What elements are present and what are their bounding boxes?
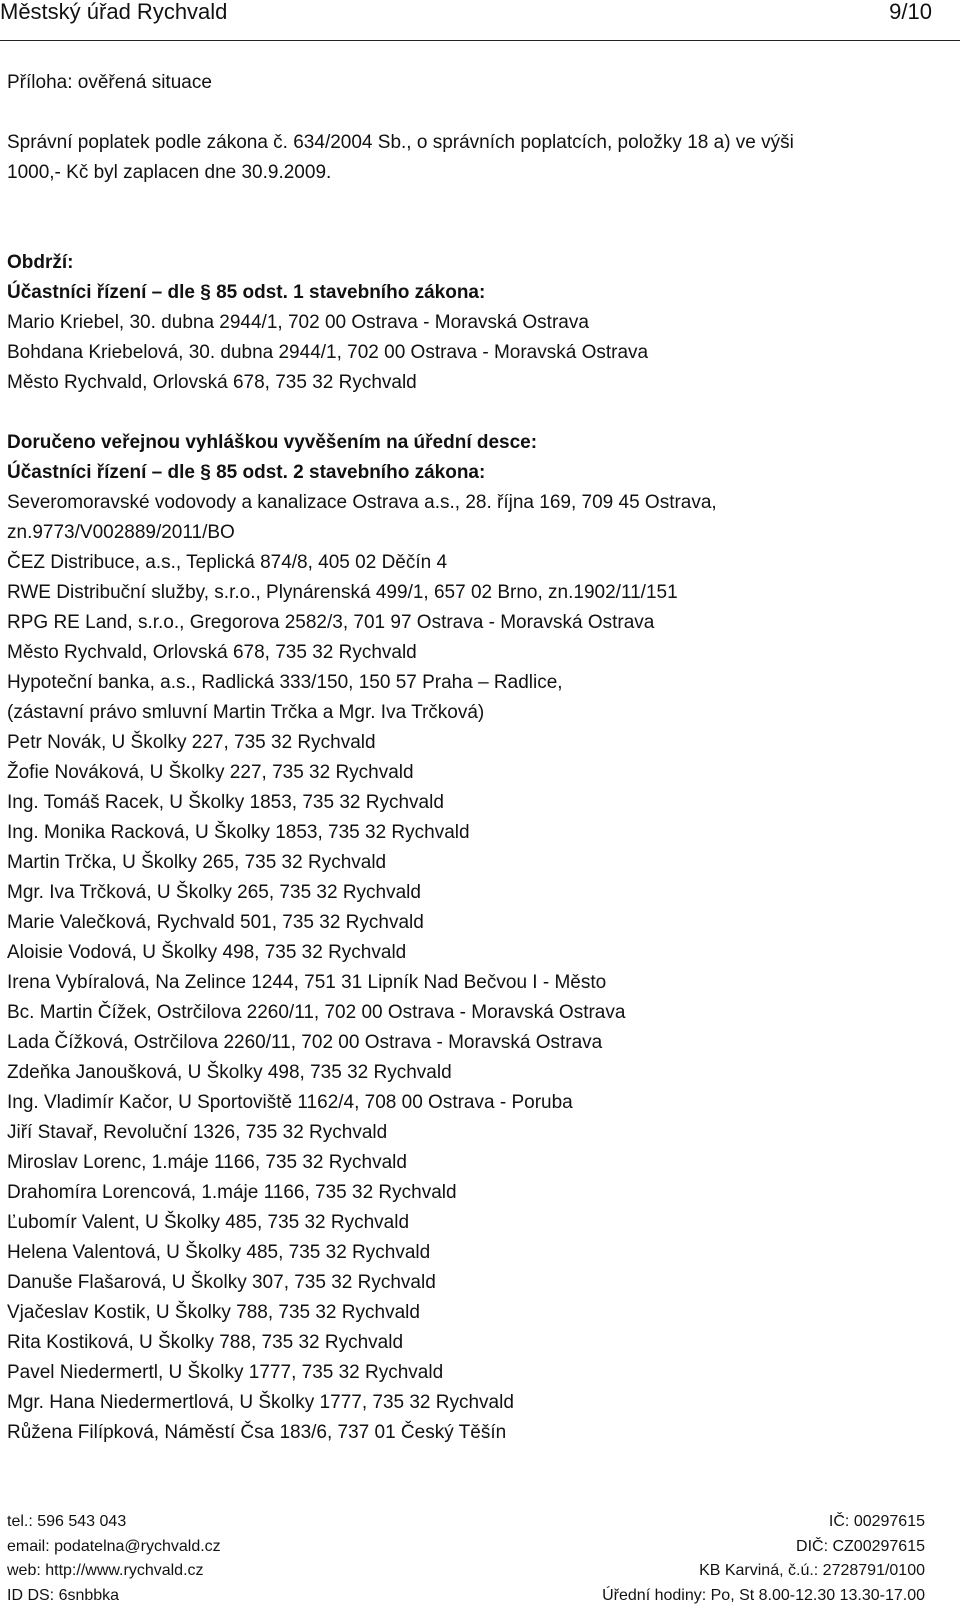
page-number: 9/10 — [889, 0, 932, 24]
notice-recipient-item: Aloisie Vodová, U Školky 498, 735 32 Rychvald — [7, 942, 407, 963]
spacer — [7, 218, 937, 248]
notice-recipient-item: Mgr. Iva Trčková, U Školky 265, 735 32 Rychvald — [7, 882, 421, 903]
recipient-item: Mario Kriebel, 30. dubna 2944/1, 702 00 Ostrava - Moravská Ostrava — [7, 312, 589, 333]
notice-recipient-item: Růžena Filípková, Náměstí Čsa 183/6, 737 01 Český Těšín — [7, 1422, 507, 1443]
notice-recipient-item: Mgr. Hana Niedermertlová, U Školky 1777, 735 32 Rychvald — [7, 1392, 514, 1413]
fee-note-line: 1000,- Kč byl zaplacen dne 30.9.2009. — [7, 162, 332, 183]
public-notice-subheading: Účastníci řízení – dle § 85 odst. 2 stavebního zákona: — [7, 462, 486, 483]
notice-recipient-item: Ing. Tomáš Racek, U Školky 1853, 735 32 Rychvald — [7, 792, 444, 813]
public-notice-heading: Doručeno veřejnou vyhláškou vyvěšením na úřední desce: — [7, 432, 538, 453]
notice-recipient-item: Drahomíra Lorencová, 1.máje 1166, 735 32 Rychvald — [7, 1182, 457, 1203]
notice-recipient-item: RPG RE Land, s.r.o., Gregorova 2582/3, 701 97 Ostrava - Moravská Ostrava — [7, 612, 655, 633]
footer-row — [7, 1510, 925, 1535]
notice-recipient-item: Jiří Stavař, Revoluční 1326, 735 32 Rychvald — [7, 1122, 388, 1143]
notice-recipient-item: Lada Čížková, Ostrčilova 2260/11, 702 00 Ostrava - Moravská Ostrava — [7, 1032, 603, 1053]
footer-bank: KB Karviná, č.ú.: 2728791/0100 — [699, 1562, 925, 1579]
notice-recipient-item: Žofie Nováková, U Školky 227, 735 32 Rychvald — [7, 762, 414, 783]
notice-recipient-item: Helena Valentová, U Školky 485, 735 32 Rychvald — [7, 1242, 431, 1263]
notice-recipient-item: Zdeňka Janoušková, U Školky 498, 735 32 Rychvald — [7, 1062, 452, 1083]
footer-data-box: ID DS: 6snbbka — [7, 1586, 120, 1604]
public-notice-section — [7, 428, 937, 1448]
footer-office-hours: Úřední hodiny: Po, St 8.00-12.30 13.30-17.00 — [602, 1586, 925, 1604]
notice-recipient-item: Hypoteční banka, a.s., Radlická 333/150, 150 57 Praha – Radlice, — [7, 672, 563, 693]
notice-recipient-item: ČEZ Distribuce, a.s., Teplická 874/8, 405 02 Děčín 4 — [7, 552, 448, 573]
footer-web: web: http://www.rychvald.cz — [7, 1562, 204, 1579]
footer-dic: DIČ: CZ00297615 — [796, 1537, 925, 1555]
office-name: Městský úřad Rychvald — [0, 0, 228, 24]
notice-recipient-item: Vjačeslav Kostik, U Školky 788, 735 32 Rychvald — [7, 1302, 420, 1323]
notice-recipient-item: Marie Valečková, Rychvald 501, 735 32 Rychvald — [7, 912, 424, 933]
recipient-item: Město Rychvald, Orlovská 678, 735 32 Rychvald — [7, 372, 417, 393]
spacer — [7, 398, 937, 428]
recipients-list — [7, 308, 937, 398]
fee-note-line: Správní poplatek podle zákona č. 634/2004 Sb., o správních poplatcích, položky 18 a) ve výši — [7, 132, 794, 153]
footer-phone: tel.: 596 543 043 — [7, 1513, 127, 1530]
notice-recipient-item: Danuše Flašarová, U Školky 307, 735 32 Rychvald — [7, 1272, 436, 1293]
document-body — [7, 68, 937, 1448]
footer-row — [7, 1535, 925, 1560]
footer-row — [7, 1584, 925, 1609]
notice-recipient-item: Ing. Vladimír Kačor, U Sportoviště 1162/4, 708 00 Ostrava - Poruba — [7, 1092, 573, 1113]
recipients-heading: Obdrží: — [7, 252, 74, 273]
page-header — [0, 0, 960, 41]
notice-recipient-item: Ľubomír Valent, U Školky 485, 735 32 Rychvald — [7, 1212, 410, 1233]
notice-recipient-item: (zástavní právo smluvní Martin Trčka a Mgr. Iva Trčková) — [7, 702, 485, 723]
notice-recipient-item: Město Rychvald, Orlovská 678, 735 32 Rychvald — [7, 642, 417, 663]
spacer — [7, 98, 937, 128]
attachment-note: Příloha: ověřená situace — [7, 72, 212, 93]
notice-recipient-item: Rita Kostiková, U Školky 788, 735 32 Rychvald — [7, 1332, 404, 1353]
footer-row — [7, 1559, 925, 1584]
footer-ico: IČ: 00297615 — [828, 1513, 925, 1530]
notice-recipient-item: RWE Distribuční služby, s.r.o., Plynárenská 499/1, 657 02 Brno, zn.1902/11/151 — [7, 582, 678, 603]
recipients-section — [7, 248, 937, 398]
notice-recipient-item: Martin Trčka, U Školky 265, 735 32 Rychvald — [7, 852, 387, 873]
footer-email: email: podatelna@rychvald.cz — [7, 1537, 221, 1555]
recipient-item: Bohdana Kriebelová, 30. dubna 2944/1, 702 00 Ostrava - Moravská Ostrava — [7, 342, 649, 363]
notice-recipient-item: Irena Vybíralová, Na Zelince 1244, 751 31 Lipník Nad Bečvou I - Město — [7, 972, 607, 993]
recipients-subheading: Účastníci řízení – dle § 85 odst. 1 stavebního zákona: — [7, 282, 486, 303]
notice-recipient-item: Severomoravské vodovody a kanalizace Ostrava a.s., 28. října 169, 709 45 Ostrava, — [7, 492, 717, 513]
notice-recipient-item: Ing. Monika Racková, U Školky 1853, 735 32 Rychvald — [7, 822, 470, 843]
notice-recipient-item: Pavel Niedermertl, U Školky 1777, 735 32 Rychvald — [7, 1362, 444, 1383]
notice-recipient-item: Bc. Martin Čížek, Ostrčilova 2260/11, 702 00 Ostrava - Moravská Ostrava — [7, 1002, 626, 1023]
public-notice-list — [7, 488, 937, 1448]
notice-recipient-item: Petr Novák, U Školky 227, 735 32 Rychvald — [7, 732, 376, 753]
spacer — [7, 188, 937, 218]
page-footer — [7, 1510, 925, 1608]
notice-recipient-item: Miroslav Lorenc, 1.máje 1166, 735 32 Rychvald — [7, 1152, 407, 1173]
notice-recipient-item: zn.9773/V002889/2011/BO — [7, 522, 235, 543]
